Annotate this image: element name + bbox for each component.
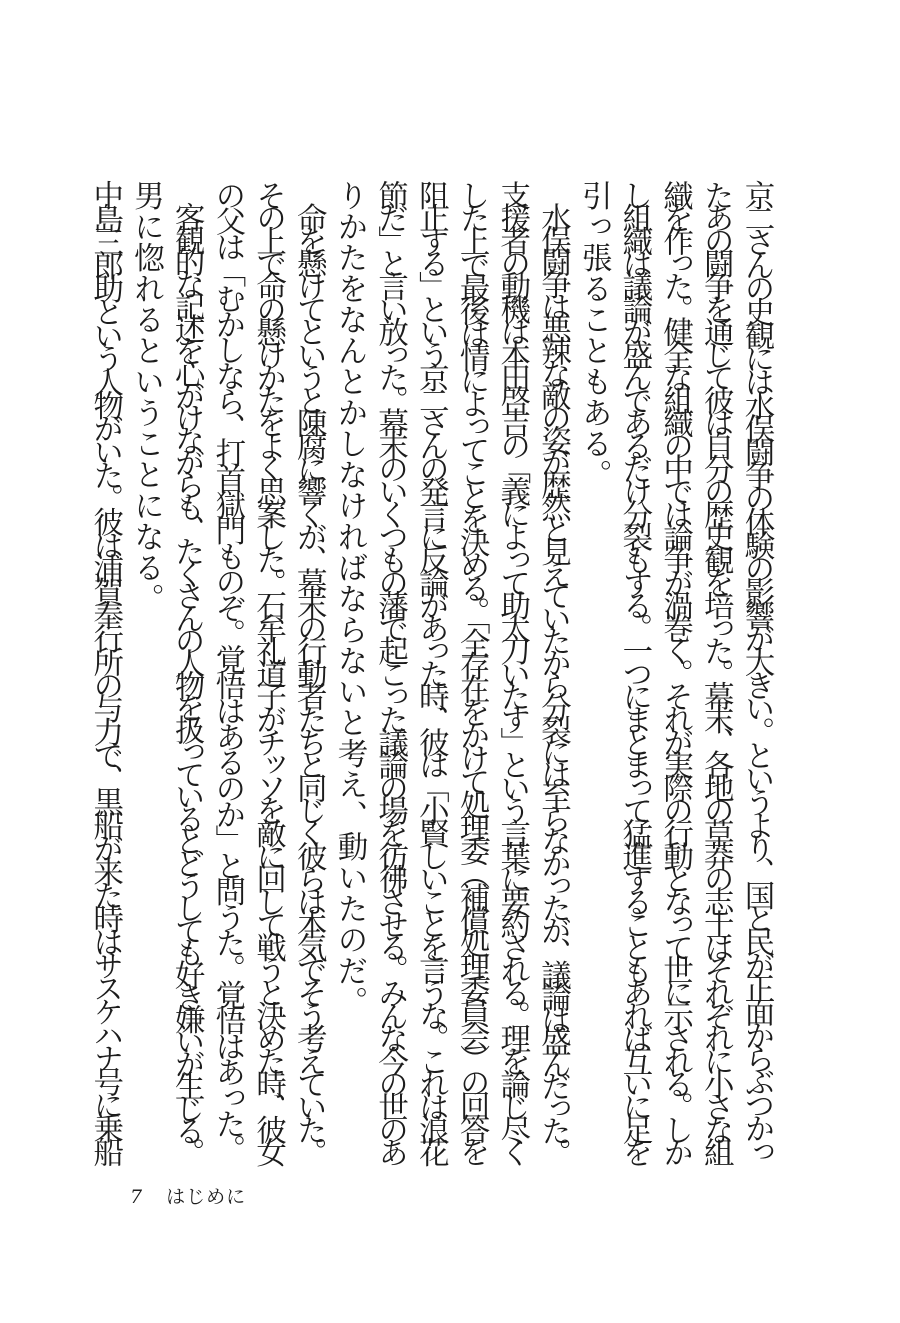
text-line: し組織は議論が盛んであるだけ分裂もする。一つにまとまって猛進することもあれば互いに足を bbox=[616, 180, 652, 1161]
section-title: はじめに bbox=[166, 1186, 247, 1208]
text-line: りかたをなんとかしなければならないと考え、動いたのだ。 bbox=[331, 180, 367, 1017]
text-line: その上で命の懸けかたをよく思案した。石牟礼道子がチッソを敵に回して戦うと決めた時、彼女 bbox=[250, 180, 286, 1161]
text-line: 男に惚れるということになる。 bbox=[128, 180, 164, 614]
text-line: 節だ」と言い放った。幕末のいくつもの藩で起こった議論の場を彷彿させる。みんな今の世のあ bbox=[372, 180, 408, 1161]
text-line: 命を懸けてというと陳腐に響くが、幕末の行動者たちと同じく彼らは本気でそう考えていた。 bbox=[291, 180, 327, 1161]
text-line: 中島三郎助という人物がいた。彼は浦賀奉行所の与力で、黒船が来た時はサスケハナ号に乗船 bbox=[87, 180, 123, 1161]
text-line: 支援者の動機は本田啓吉の「義によって助太刀いたす」という言葉に要約される。理を論じ尽く bbox=[494, 180, 530, 1161]
text-line: した上で最後は情によってことを決める。「全存在をかけて処理委（補償処理委員会）の回答を bbox=[454, 180, 490, 1160]
text-line: 織を作った。健全な組織の中では論争が渦巻く。それが実際の行動となって世に示される。しか bbox=[657, 180, 693, 1161]
text-line: 水俣闘争は悪辣な敵の姿が歴然と見えていたから分裂には至らなかったが、議論は盛んだった。 bbox=[535, 180, 571, 1161]
text-line: 阻止する」という京二さんの発言に反論があった時、彼は「小賢しいことを言うな。これは浪花 bbox=[413, 180, 449, 1161]
vertical-text-body bbox=[87, 180, 776, 1161]
page-number: 7 bbox=[130, 1186, 144, 1208]
page-footer bbox=[130, 1182, 246, 1209]
text-line: 客観的な記述を心がけながらも、たくさんの人物を扱っているとどうしても好き嫌いが生じる。 bbox=[169, 180, 205, 1161]
text-line: 京二さんの史観には水俣闘争の体験の影響が大きい。というより、国と民が正面からぶつかっ bbox=[739, 180, 774, 1161]
text-line: たあの闘争を通じて彼は自分の歴史観を培った。幕末、各地の草莽の志士はそれぞれに小さな組 bbox=[698, 180, 734, 1161]
text-line: 引っ張ることもある。 bbox=[576, 180, 612, 490]
text-line: の父は「むかしなら、打首獄門ものぞ。覚悟はあるのか」と問うた。覚悟はあった。 bbox=[209, 180, 245, 1160]
